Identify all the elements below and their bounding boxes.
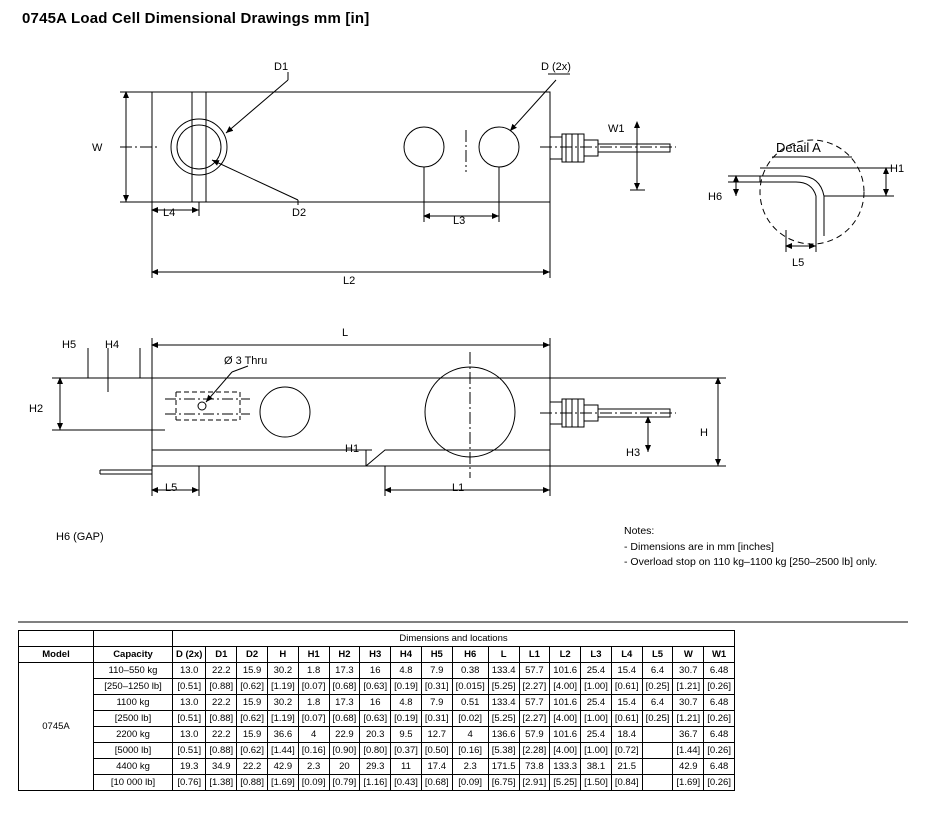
- cell-model: 0745A: [19, 663, 94, 791]
- cell-r1i-c11: [2.27]: [519, 711, 550, 727]
- cell-r2i-c17: [0.26]: [704, 743, 735, 759]
- cell-r2i-c9: [0.16]: [452, 743, 488, 759]
- cell-r1i-c13: [1.00]: [581, 711, 612, 727]
- cell-r0i-c14: [0.61]: [611, 679, 642, 695]
- cell-r3i-c16: [1.69]: [673, 775, 704, 791]
- cell-r1-c13: 25.4: [581, 695, 612, 711]
- cell-r1-c12: 101.6: [550, 695, 581, 711]
- cell-r3i-c14: [0.84]: [611, 775, 642, 791]
- group-header-dimensions: Dimensions and locations: [173, 631, 735, 647]
- header-col-12: L2: [550, 647, 581, 663]
- cell-r0i-c6: [0.63]: [360, 679, 391, 695]
- cell-capacity-in: [10 000 lb]: [94, 775, 173, 791]
- cell-r3-c4: 2.3: [298, 759, 329, 775]
- cell-r0i-c11: [2.27]: [519, 679, 550, 695]
- header-model: Model: [19, 647, 94, 663]
- cell-r1-c14: 15.4: [611, 695, 642, 711]
- cell-r2-c1: 22.2: [206, 727, 237, 743]
- cell-r0-c13: 25.4: [581, 663, 612, 679]
- cell-r0-c17: 6.48: [704, 663, 735, 679]
- cell-r3-c0: 19.3: [173, 759, 206, 775]
- cell-r3i-c3: [1.69]: [267, 775, 298, 791]
- header-col-2: D2: [237, 647, 268, 663]
- cell-r0i-c13: [1.00]: [581, 679, 612, 695]
- cell-r3i-c9: [0.09]: [452, 775, 488, 791]
- cell-r0i-c2: [0.62]: [237, 679, 268, 695]
- table-row: [19, 743, 735, 759]
- cell-r3i-c13: [1.50]: [581, 775, 612, 791]
- cell-r3-c16: 42.9: [673, 759, 704, 775]
- label-h3: H3: [626, 447, 641, 459]
- cell-r1i-c17: [0.26]: [704, 711, 735, 727]
- cell-r3-c10: 171.5: [488, 759, 519, 775]
- table-row: [19, 759, 735, 775]
- cell-r2-c15: [642, 727, 673, 743]
- cell-r3i-c5: [0.79]: [329, 775, 360, 791]
- cell-r1i-c16: [1.21]: [673, 711, 704, 727]
- label-l3: L3: [453, 215, 466, 227]
- cell-r1i-c5: [0.68]: [329, 711, 360, 727]
- cell-r3-c12: 133.3: [550, 759, 581, 775]
- notes-heading: Notes:: [624, 525, 655, 537]
- cell-r2-c3: 36.6: [267, 727, 298, 743]
- label-d1: D1: [274, 61, 289, 73]
- cell-r0i-c5: [0.68]: [329, 679, 360, 695]
- cell-r3-c1: 34.9: [206, 759, 237, 775]
- cell-r1i-c4: [0.07]: [298, 711, 329, 727]
- label-h4: H4: [105, 339, 120, 351]
- cell-r0-c2: 15.9: [237, 663, 268, 679]
- cell-r0i-c0: [0.51]: [173, 679, 206, 695]
- cell-r1i-c1: [0.88]: [206, 711, 237, 727]
- header-col-16: W: [673, 647, 704, 663]
- cell-r2-c17: 6.48: [704, 727, 735, 743]
- cell-r2-c7: 9.5: [391, 727, 422, 743]
- cell-r3i-c11: [2.91]: [519, 775, 550, 791]
- cell-r0i-c4: [0.07]: [298, 679, 329, 695]
- cell-r0-c8: 7.9: [421, 663, 452, 679]
- cell-r0-c12: 101.6: [550, 663, 581, 679]
- note-line-1: - Dimensions are in mm [inches]: [624, 541, 774, 553]
- label-l5-detail: L5: [792, 257, 805, 269]
- cell-r2i-c11: [2.28]: [519, 743, 550, 759]
- cell-r3i-c8: [0.68]: [421, 775, 452, 791]
- cell-capacity-mm: 1100 kg: [94, 695, 173, 711]
- cell-r1-c2: 15.9: [237, 695, 268, 711]
- cell-r1i-c7: [0.19]: [391, 711, 422, 727]
- header-col-9: H6: [452, 647, 488, 663]
- header-col-15: L5: [642, 647, 673, 663]
- cell-capacity-mm: 110–550 kg: [94, 663, 173, 679]
- cell-r2-c11: 57.9: [519, 727, 550, 743]
- table-group-header-row: [19, 631, 735, 647]
- cell-r0i-c9: [0.015]: [452, 679, 488, 695]
- cell-r2i-c5: [0.90]: [329, 743, 360, 759]
- table-row: [19, 711, 735, 727]
- cell-r3i-c4: [0.09]: [298, 775, 329, 791]
- cell-r1-c10: 133.4: [488, 695, 519, 711]
- label-h: H: [700, 427, 708, 439]
- label-h1-side: H1: [345, 443, 360, 455]
- header-col-0: D (2x): [173, 647, 206, 663]
- cell-capacity-mm: 4400 kg: [94, 759, 173, 775]
- cell-r1i-c6: [0.63]: [360, 711, 391, 727]
- cell-r2i-c13: [1.00]: [581, 743, 612, 759]
- label-l: L: [342, 327, 349, 339]
- cell-r3-c14: 21.5: [611, 759, 642, 775]
- cell-r3-c13: 38.1: [581, 759, 612, 775]
- label-l5-side: L5: [165, 482, 178, 494]
- header-col-6: H3: [360, 647, 391, 663]
- table-row: [19, 727, 735, 743]
- cell-r0i-c15: [0.25]: [642, 679, 673, 695]
- cell-r2-c16: 36.7: [673, 727, 704, 743]
- cell-r3i-c12: [5.25]: [550, 775, 581, 791]
- label-h1-detail: H1: [890, 163, 905, 175]
- cell-r3-c2: 22.2: [237, 759, 268, 775]
- header-col-3: H: [267, 647, 298, 663]
- cell-r2i-c15: [642, 743, 673, 759]
- cell-r1-c17: 6.48: [704, 695, 735, 711]
- cell-r2i-c1: [0.88]: [206, 743, 237, 759]
- label-d-2x: D (2x): [541, 61, 571, 73]
- cell-r1-c16: 30.7: [673, 695, 704, 711]
- cell-r2i-c3: [1.44]: [267, 743, 298, 759]
- cell-r2i-c16: [1.44]: [673, 743, 704, 759]
- cell-r2i-c4: [0.16]: [298, 743, 329, 759]
- cell-r2-c6: 20.3: [360, 727, 391, 743]
- cell-r2-c2: 15.9: [237, 727, 268, 743]
- cell-r0-c16: 30.7: [673, 663, 704, 679]
- header-col-17: W1: [704, 647, 735, 663]
- cell-r3i-c2: [0.88]: [237, 775, 268, 791]
- label-h6-gap: H6 (GAP): [56, 531, 104, 543]
- header-col-8: H5: [421, 647, 452, 663]
- label-h2: H2: [29, 403, 44, 415]
- cell-r2-c8: 12.7: [421, 727, 452, 743]
- cell-capacity-mm: 2200 kg: [94, 727, 173, 743]
- cell-r0i-c10: [5.25]: [488, 679, 519, 695]
- cell-r0i-c8: [0.31]: [421, 679, 452, 695]
- cell-r3-c3: 42.9: [267, 759, 298, 775]
- cell-r2i-c12: [4.00]: [550, 743, 581, 759]
- label-detail-a: Detail A: [776, 140, 821, 155]
- cell-r1-c15: 6.4: [642, 695, 673, 711]
- notes-block: [624, 524, 877, 570]
- cell-r0i-c12: [4.00]: [550, 679, 581, 695]
- cell-r3-c6: 29.3: [360, 759, 391, 775]
- cell-r0-c3: 30.2: [267, 663, 298, 679]
- header-col-5: H2: [329, 647, 360, 663]
- cell-r0-c9: 0.38: [452, 663, 488, 679]
- cell-r1i-c12: [4.00]: [550, 711, 581, 727]
- cell-r1i-c8: [0.31]: [421, 711, 452, 727]
- cell-r0-c0: 13.0: [173, 663, 206, 679]
- cell-r1i-c14: [0.61]: [611, 711, 642, 727]
- label-l4: L4: [163, 207, 176, 219]
- label-thru: Ø 3 Thru: [224, 355, 268, 367]
- table-header-row: [19, 647, 735, 663]
- cell-r0-c7: 4.8: [391, 663, 422, 679]
- header-col-14: L4: [611, 647, 642, 663]
- cell-r3-c15: [642, 759, 673, 775]
- header-col-1: D1: [206, 647, 237, 663]
- cell-r1-c9: 0.51: [452, 695, 488, 711]
- label-l2: L2: [343, 275, 356, 287]
- cell-r1-c6: 16: [360, 695, 391, 711]
- table-row: [19, 695, 735, 711]
- cell-r0-c4: 1.8: [298, 663, 329, 679]
- cell-r0-c14: 15.4: [611, 663, 642, 679]
- cell-r2-c12: 101.6: [550, 727, 581, 743]
- header-capacity: Capacity: [94, 647, 173, 663]
- label-w1: W1: [608, 123, 625, 135]
- cell-r3i-c7: [0.43]: [391, 775, 422, 791]
- cell-r0-c15: 6.4: [642, 663, 673, 679]
- cell-capacity-in: [2500 lb]: [94, 711, 173, 727]
- cell-r0-c10: 133.4: [488, 663, 519, 679]
- cell-r0i-c1: [0.88]: [206, 679, 237, 695]
- header-col-10: L: [488, 647, 519, 663]
- cell-r3i-c17: [0.26]: [704, 775, 735, 791]
- cell-r2-c13: 25.4: [581, 727, 612, 743]
- cell-r3i-c10: [6.75]: [488, 775, 519, 791]
- header-col-4: H1: [298, 647, 329, 663]
- page-title: 0745A Load Cell Dimensional Drawings mm [in]: [22, 10, 370, 27]
- cell-r3-c17: 6.48: [704, 759, 735, 775]
- cell-r0i-c7: [0.19]: [391, 679, 422, 695]
- label-w: W: [92, 142, 103, 154]
- cell-r3-c7: 11: [391, 759, 422, 775]
- cell-r3i-c1: [1.38]: [206, 775, 237, 791]
- cell-r1i-c3: [1.19]: [267, 711, 298, 727]
- cell-r1i-c15: [0.25]: [642, 711, 673, 727]
- note-line-2: - Overload stop on 110 kg–1100 kg [250–2500 lb] only.: [624, 556, 878, 568]
- label-d2: D2: [292, 207, 307, 219]
- table-row: [19, 775, 735, 791]
- cell-r0-c1: 22.2: [206, 663, 237, 679]
- label-h6-detail: H6: [708, 191, 723, 203]
- cell-r3-c9: 2.3: [452, 759, 488, 775]
- cell-r2i-c6: [0.80]: [360, 743, 391, 759]
- cell-r3-c5: 20: [329, 759, 360, 775]
- cell-r2-c9: 4: [452, 727, 488, 743]
- cell-r1i-c2: [0.62]: [237, 711, 268, 727]
- cell-capacity-in: [5000 lb]: [94, 743, 173, 759]
- cell-r1i-c0: [0.51]: [173, 711, 206, 727]
- cell-r3i-c0: [0.76]: [173, 775, 206, 791]
- cell-r3i-c15: [642, 775, 673, 791]
- cell-r2-c4: 4: [298, 727, 329, 743]
- label-l1: L1: [452, 482, 465, 494]
- spacer-capacity: [94, 631, 173, 647]
- cell-r2i-c14: [0.72]: [611, 743, 642, 759]
- cell-r2i-c0: [0.51]: [173, 743, 206, 759]
- cell-r1i-c10: [5.25]: [488, 711, 519, 727]
- table-row: [19, 679, 735, 695]
- cell-r0-c11: 57.7: [519, 663, 550, 679]
- cell-r1-c3: 30.2: [267, 695, 298, 711]
- cell-r2i-c7: [0.37]: [391, 743, 422, 759]
- cell-r0i-c3: [1.19]: [267, 679, 298, 695]
- header-col-13: L3: [581, 647, 612, 663]
- cell-r2-c5: 22.9: [329, 727, 360, 743]
- cell-r0i-c17: [0.26]: [704, 679, 735, 695]
- label-h5: H5: [62, 339, 77, 351]
- cell-r1-c7: 4.8: [391, 695, 422, 711]
- header-col-11: L1: [519, 647, 550, 663]
- cell-r2i-c2: [0.62]: [237, 743, 268, 759]
- spacer-model: [19, 631, 94, 647]
- cell-r2-c14: 18.4: [611, 727, 642, 743]
- cell-r1-c8: 7.9: [421, 695, 452, 711]
- header-col-7: H4: [391, 647, 422, 663]
- cell-r2i-c8: [0.50]: [421, 743, 452, 759]
- cell-r1-c4: 1.8: [298, 695, 329, 711]
- cell-r2i-c10: [5.38]: [488, 743, 519, 759]
- cell-r1i-c9: [0.02]: [452, 711, 488, 727]
- cell-r3-c11: 73.8: [519, 759, 550, 775]
- cell-r2-c0: 13.0: [173, 727, 206, 743]
- cell-capacity-in: [250–1250 lb]: [94, 679, 173, 695]
- cell-r1-c0: 13.0: [173, 695, 206, 711]
- cell-r1-c5: 17.3: [329, 695, 360, 711]
- cell-r0i-c16: [1.21]: [673, 679, 704, 695]
- cell-r3i-c6: [1.16]: [360, 775, 391, 791]
- cell-r1-c11: 57.7: [519, 695, 550, 711]
- table-row: [19, 663, 735, 679]
- cell-r0-c6: 16: [360, 663, 391, 679]
- cell-r3-c8: 17.4: [421, 759, 452, 775]
- dimensions-table: [18, 630, 735, 791]
- cell-r1-c1: 22.2: [206, 695, 237, 711]
- cell-r0-c5: 17.3: [329, 663, 360, 679]
- cell-r2-c10: 136.6: [488, 727, 519, 743]
